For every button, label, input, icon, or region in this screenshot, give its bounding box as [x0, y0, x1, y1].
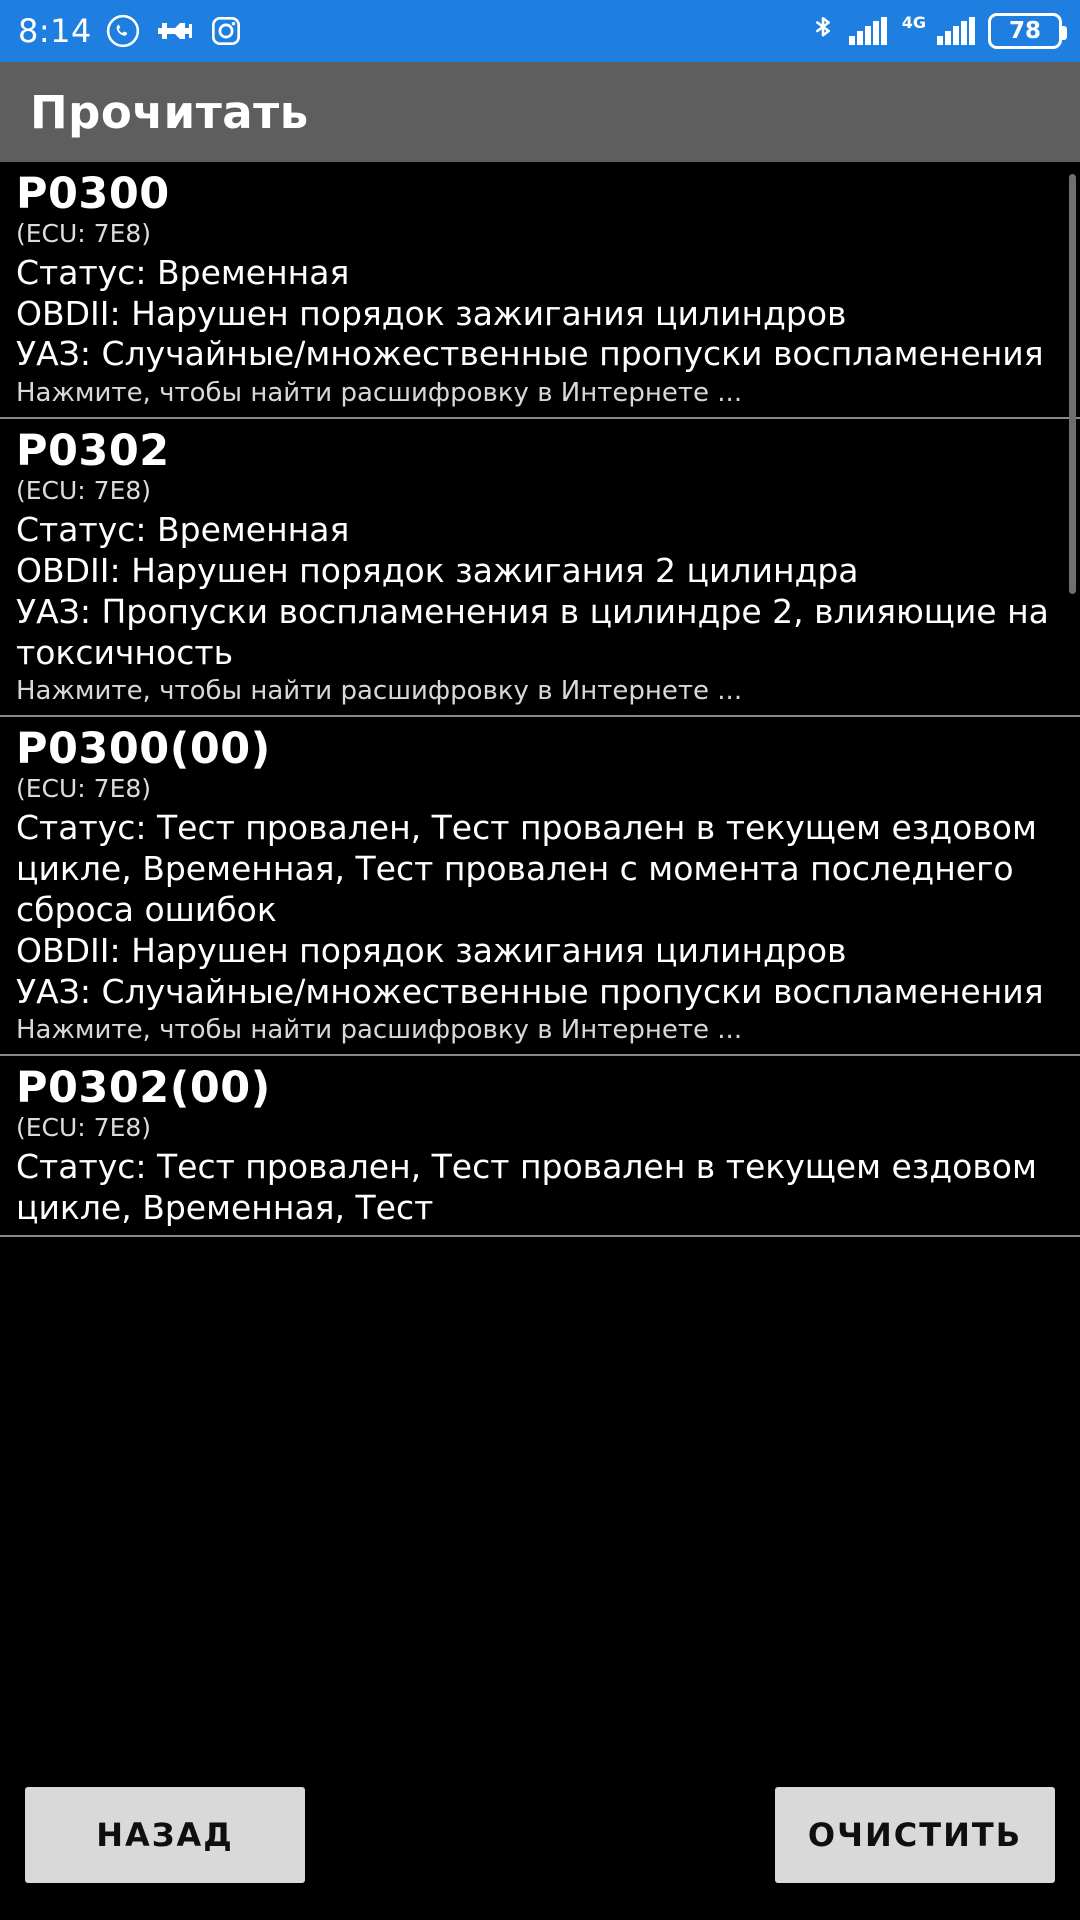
dtc-status: Статус: Временная — [16, 509, 350, 549]
engine-check-icon — [154, 16, 196, 46]
status-bar-left — [18, 12, 242, 50]
dtc-code: P0302(00) — [16, 1063, 271, 1114]
status-clock: 8:14 — [18, 12, 92, 50]
list-item[interactable] — [0, 717, 1080, 1056]
dtc-status: Статус: Тест провален, Тест провален в текущем ездовом цикле, Временная, Тест провален с момента последнего сброса ошибок — [16, 807, 1037, 929]
dtc-search-hint[interactable]: Нажмите, чтобы найти расшифровку в Интернете ... — [16, 676, 743, 707]
list-item[interactable] — [0, 162, 1080, 419]
dtc-ecu: (ECU: 7E8) — [16, 1113, 152, 1143]
dtc-ecu: (ECU: 7E8) — [16, 774, 152, 804]
signal-sim2-icon — [936, 16, 976, 46]
dtc-code: P0302 — [16, 426, 170, 477]
app-bar — [0, 62, 1080, 162]
dtc-ecu: (ECU: 7E8) — [16, 219, 152, 249]
bottom-button-bar — [0, 1750, 1080, 1920]
dtc-code: P0300(00) — [16, 724, 271, 775]
back-button[interactable]: НАЗАД — [25, 1787, 305, 1883]
status-bar — [0, 0, 1080, 62]
page-title: Прочитать — [30, 85, 309, 139]
instagram-icon — [210, 15, 242, 47]
whatsapp-icon — [106, 14, 140, 48]
dtc-status: Статус: Тест провален, Тест провален в текущем ездовом цикле, Временная, Тест — [16, 1146, 1037, 1227]
dtc-manufacturer-description: УАЗ: Случайные/множественные пропуски воспламенения — [16, 334, 1044, 374]
clear-button[interactable]: ОЧИСТИТЬ — [775, 1787, 1055, 1883]
dtc-code: P0300 — [16, 169, 170, 219]
dtc-obd-description: OBDII: Нарушен порядок зажигания цилиндров — [16, 930, 847, 970]
dtc-list[interactable] — [0, 162, 1080, 1750]
list-item[interactable] — [0, 1056, 1080, 1236]
dtc-manufacturer-description: УАЗ: Пропуски воспламенения в цилиндре 2, влияющие на токсичность — [16, 591, 1049, 672]
dtc-manufacturer-description: УАЗ: Случайные/множественные пропуски воспламенения — [16, 971, 1044, 1011]
dtc-ecu: (ECU: 7E8) — [16, 476, 152, 506]
battery-indicator: 78 — [988, 13, 1062, 49]
dtc-obd-description: OBDII: Нарушен порядок зажигания цилиндров — [16, 293, 847, 333]
dtc-obd-description: OBDII: Нарушен порядок зажигания 2 цилиндра — [16, 550, 859, 590]
network-4g-icon: 4G — [901, 12, 926, 32]
scrollbar-thumb[interactable] — [1069, 174, 1076, 594]
dtc-search-hint[interactable]: Нажмите, чтобы найти расшифровку в Интернете ... — [16, 1015, 743, 1046]
list-item[interactable] — [0, 419, 1080, 717]
bluetooth-icon — [810, 14, 836, 48]
dtc-search-hint[interactable]: Нажмите, чтобы найти расшифровку в Интернете ... — [16, 378, 743, 409]
signal-sim1-icon — [848, 16, 888, 46]
status-bar-right — [810, 13, 1062, 49]
dtc-status: Статус: Временная — [16, 252, 350, 292]
